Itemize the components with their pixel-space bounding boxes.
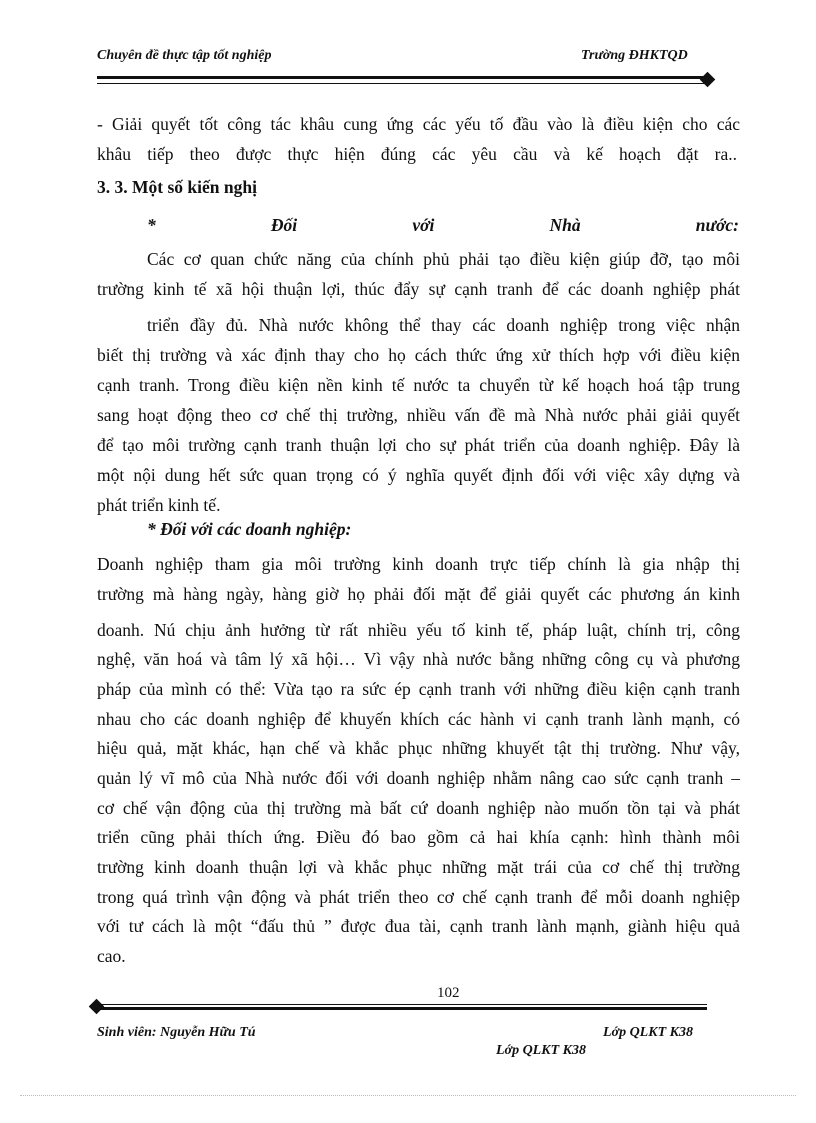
footer-diamond-icon	[89, 999, 105, 1015]
page-number: 102	[437, 985, 460, 1001]
subheading-state	[147, 210, 739, 241]
subheading-state-word: *	[147, 215, 156, 235]
subheading-state-word: với	[412, 215, 435, 235]
para2-line-7: phát triển kinh tế.	[97, 495, 221, 515]
header-left-title: Chuyên đề thực tập tốt nghiệp	[97, 48, 272, 63]
para2-line-4: sang hoạt động theo cơ chế thị trường, nhiều vấn đề mà Nhà nước phải giải quyết	[97, 405, 740, 425]
para4-line-12: cao.	[97, 946, 126, 966]
para2-line-6: một nội dung hết sức quan trọng có ý nghĩa quyết định đối với việc xây dựng và	[97, 465, 740, 485]
section-heading: 3. 3. Một số kiến nghị	[97, 177, 257, 197]
para4-line-1: doanh. Nú chịu ảnh hưởng từ rất nhiều yếu tố kinh tế, pháp luật, chính trị, công	[97, 620, 740, 640]
para1-line-2: trường kinh tế xã hội thuận lợi, thúc đẩy sự cạnh tranh để các doanh nghiệp phát	[97, 279, 740, 299]
subheading-state-word: nước:	[695, 215, 739, 235]
page-bottom-dotted-border	[20, 1095, 796, 1096]
para4-line-10: trong quá trình vận động và phát triển theo cơ chế cạnh tranh để mỗi doanh nghiệp	[97, 887, 740, 907]
para4-line-7: cơ chế vận động của thị trường mà bất cứ doanh nghiệp nào muốn tồn tại và phát	[97, 798, 740, 818]
footer-rule-thick	[97, 1007, 707, 1010]
para3-line-2: trường mà hàng ngày, hàng giờ họ phải đối mặt để giải quyết các phương án kinh	[97, 584, 740, 604]
para2-line-3: cạnh tranh. Trong điều kiện nền kinh tế nước ta chuyển từ kế hoạch hoá tập trung	[97, 375, 740, 395]
footer-class-right: Lớp QLKT K38	[603, 1025, 693, 1040]
subheading-state-word: Đối	[270, 215, 298, 235]
para4-line-9: trường kinh doanh thuận lợi và khắc phục những mặt trái của cơ chế thị trường	[97, 857, 740, 877]
header-rule-thin	[97, 83, 707, 84]
header-right-title: Trường ĐHKTQD	[581, 48, 688, 63]
para4-line-8: triển cũng phải thích ứng. Điều đó bao gồm cả hai khía cạnh: hình thành môi	[97, 827, 740, 847]
para3-line-1: Doanh nghiệp tham gia môi trường kinh doanh trực tiếp chính là gia nhập thị	[97, 554, 740, 574]
para4-line-4: nhau cho các doanh nghiệp để khuyến khích các hành vi cạnh tranh lành mạnh, có	[97, 709, 740, 729]
intro-line-2: khâu tiếp theo được thực hiện đúng các yêu cầu và kế hoạch đặt ra..	[97, 144, 737, 164]
para2-line-1: triển đầy đủ. Nhà nước không thể thay các doanh nghiệp trong việc nhận	[147, 315, 740, 335]
para4-line-5: hiệu quả, mặt khác, hạn chế và khắc phục những khuyết tật thị trường. Như vậy,	[97, 738, 740, 758]
intro-line-1: - Giải quyết tốt công tác khâu cung ứng các yếu tố đầu vào là điều kiện cho các	[97, 114, 740, 134]
para2-line-2: biết thị trường và xác định thay cho họ cách thức ứng xử thích hợp với điều kiện	[97, 345, 740, 365]
header-diamond-icon	[700, 72, 716, 88]
footer-class-center: Lớp QLKT K38	[496, 1043, 586, 1058]
header-rule-thick	[97, 76, 707, 79]
para4-line-11: với tư cách là một “đấu thủ ” được đua tài, cạnh tranh lành mạnh, giành hiệu quả	[97, 916, 740, 936]
para4-line-3: pháp của mình có thể: Vừa tạo ra sức ép cạnh tranh với những điều kiện cạnh tranh	[97, 679, 740, 699]
para2-line-5: để tạo môi trường cạnh tranh thuận lợi cho sự phát triển của doanh nghiệp. Đây là	[97, 435, 740, 455]
para4-line-6: quản lý vĩ mô của Nhà nước đối với doanh nghiệp nhằm nâng cao sức cạnh tranh –	[97, 768, 740, 788]
subheading-state-word: Nhà	[549, 215, 581, 235]
para1-line-1: Các cơ quan chức năng của chính phủ phải tạo điều kiện giúp đỡ, tạo môi	[147, 249, 740, 269]
subheading-enterprises: * Đối với các doanh nghiệp:	[147, 519, 352, 539]
para4-line-2: nghệ, văn hoá và tâm lý xã hội… Vì vậy nhà nước bằng những công cụ và phương	[97, 649, 740, 669]
footer-rule-thin	[97, 1004, 707, 1005]
footer-student: Sinh viên: Nguyễn Hữu Tú	[97, 1025, 256, 1040]
